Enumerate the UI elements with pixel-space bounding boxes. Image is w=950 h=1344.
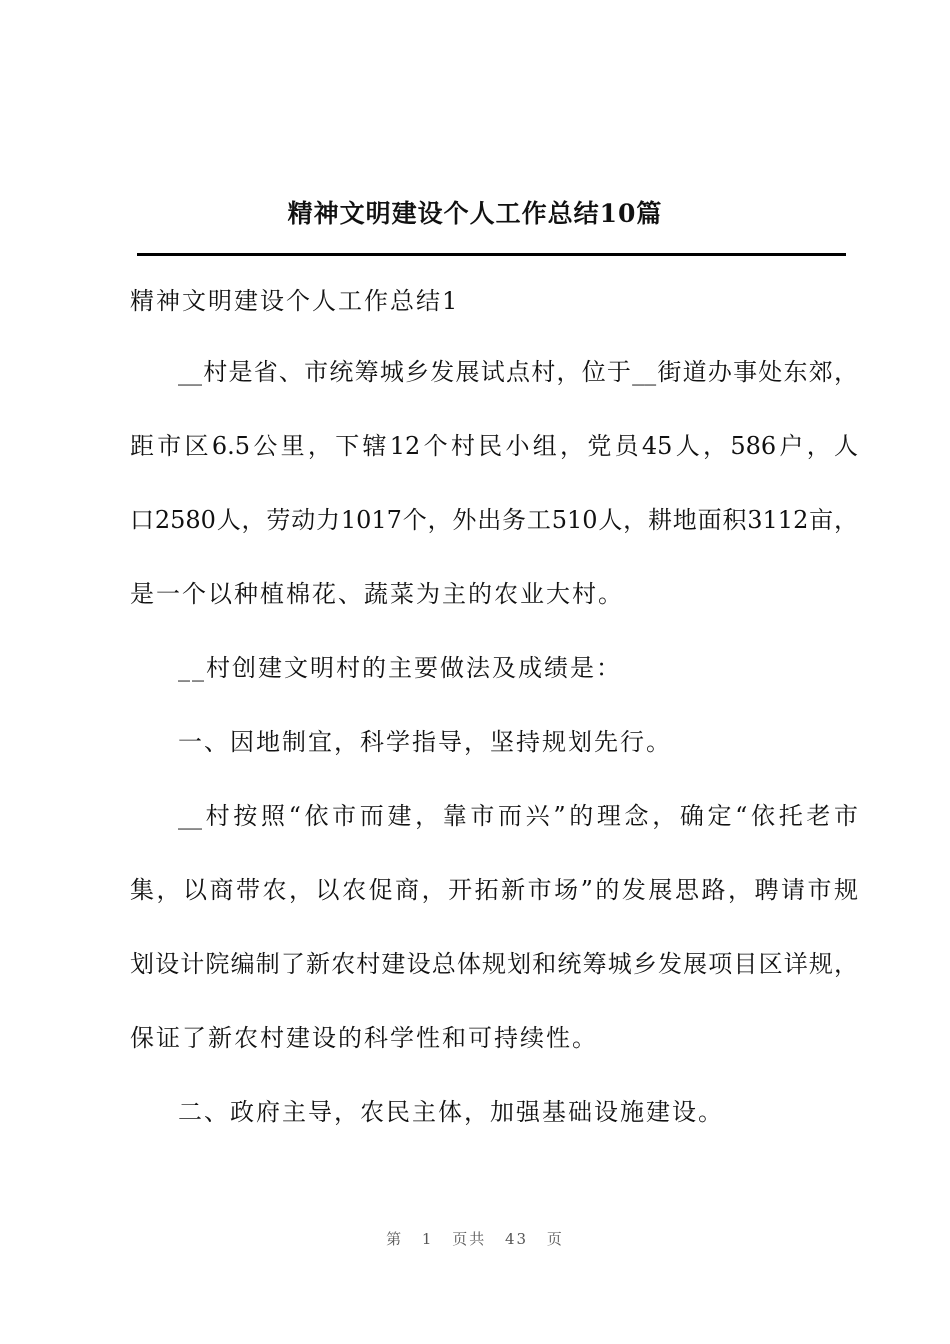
- subheading-line: 一、因地制宜，科学指导，坚持规划先行。: [178, 728, 672, 756]
- paragraph-line: __村创建文明村的主要做法及成绩是：: [178, 654, 622, 682]
- title-underline: [137, 253, 846, 256]
- paragraph-line: 距市区6.5公里，下辖12个村民小组，党员45人，586户，人: [130, 432, 858, 460]
- paragraph-line: 口2580人，劳动力1017个，外出务工510人，耕地面积3112亩，: [130, 506, 858, 534]
- section-heading: 精神文明建设个人工作总结1: [130, 287, 460, 315]
- paragraph-line: 划设计院编制了新农村建设总体规划和统筹城乡发展项目区详规，: [130, 950, 858, 978]
- paragraph-line: 集，以商带农，以农促商，开拓新市场”的发展思路，聘请市规: [130, 876, 858, 904]
- paragraph-line: __村是省、市统筹城乡发展试点村，位于__街道办事处东郊，: [178, 358, 858, 386]
- paragraph-line: 保证了新农村建设的科学性和可持续性。: [130, 1024, 598, 1052]
- document-title: 精神文明建设个人工作总结10篇: [287, 199, 663, 228]
- page-number-footer: 第 1 页共 43 页: [386, 1230, 564, 1248]
- subheading-line: 二、政府主导，农民主体，加强基础设施建设。: [178, 1098, 724, 1126]
- paragraph-line: 是一个以种植棉花、蔬菜为主的农业大村。: [130, 580, 624, 608]
- paragraph-line: __村按照“依市而建，靠市而兴”的理念，确定“依托老市: [178, 802, 858, 830]
